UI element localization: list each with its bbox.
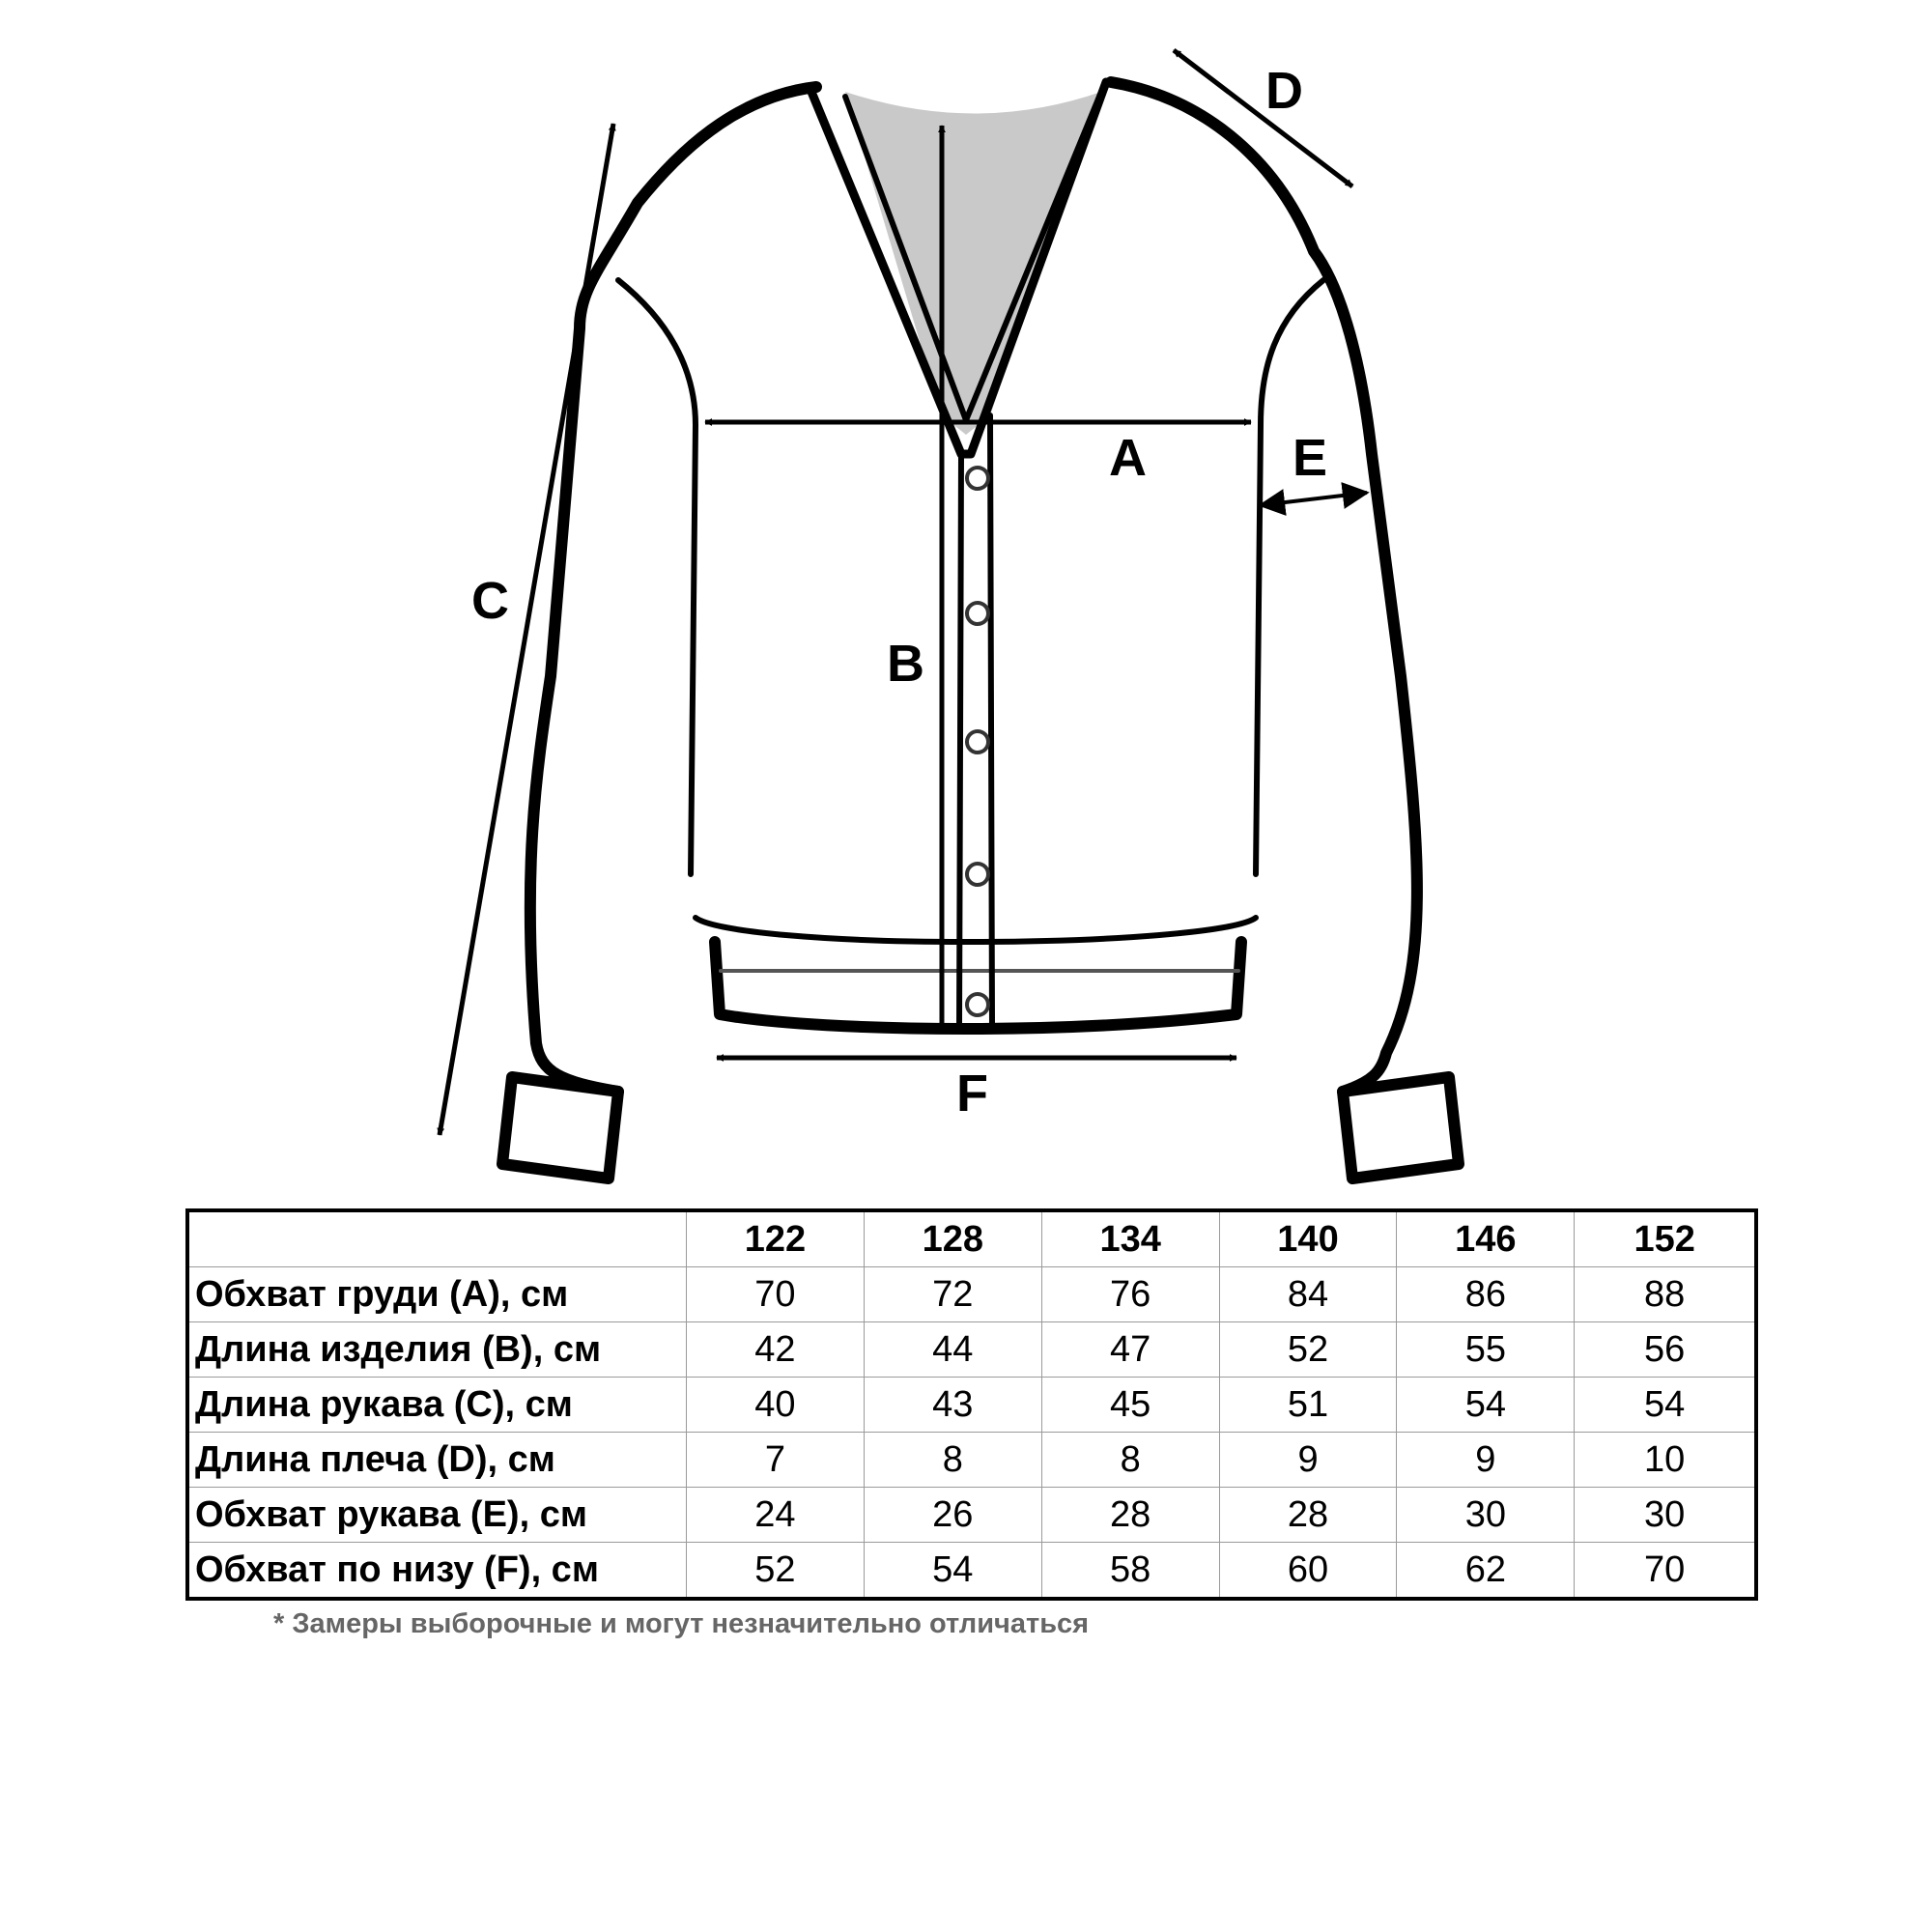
- table-cell: 54: [1397, 1378, 1575, 1433]
- table-cell: 47: [1041, 1322, 1219, 1378]
- table-corner-cell: [187, 1210, 687, 1267]
- label-d: D: [1265, 62, 1303, 120]
- label-b: B: [887, 635, 924, 693]
- table-cell: 70: [1575, 1543, 1756, 1600]
- table-row: [187, 1378, 1756, 1433]
- size-header: 152: [1575, 1210, 1756, 1267]
- right-cuff: [1343, 1077, 1459, 1179]
- footnote: * Замеры выборочные и могут незначительно отличаться: [273, 1608, 1090, 1639]
- table-cell: 86: [1397, 1267, 1575, 1322]
- label-a: A: [1109, 429, 1147, 487]
- size-header: 140: [1219, 1210, 1397, 1267]
- row-label: Длина изделия (B), см: [187, 1322, 687, 1378]
- row-label: Обхват по низу (F), см: [187, 1543, 687, 1600]
- table-cell: 88: [1575, 1267, 1756, 1322]
- table-cell: 70: [687, 1267, 865, 1322]
- button-2: [967, 603, 988, 624]
- table-cell: 51: [1219, 1378, 1397, 1433]
- table-cell: 58: [1041, 1543, 1219, 1600]
- table-cell: 54: [864, 1543, 1041, 1600]
- button-3: [967, 731, 988, 753]
- row-label: Длина плеча (D), см: [187, 1433, 687, 1488]
- button-5: [967, 994, 988, 1015]
- table-cell: 55: [1397, 1322, 1575, 1378]
- label-f: F: [956, 1065, 988, 1122]
- table-cell: 40: [687, 1378, 865, 1433]
- table-cell: 60: [1219, 1543, 1397, 1600]
- size-header: 134: [1041, 1210, 1219, 1267]
- table-cell: 72: [864, 1267, 1041, 1322]
- table-cell: 56: [1575, 1322, 1756, 1378]
- table-cell: 45: [1041, 1378, 1219, 1433]
- table-cell: 42: [687, 1322, 865, 1378]
- right-sleeve: [1111, 82, 1417, 1092]
- table-cell: 28: [1041, 1488, 1219, 1543]
- table-row: [187, 1543, 1756, 1600]
- row-label: Обхват рукава (E), см: [187, 1488, 687, 1543]
- table-cell: 30: [1575, 1488, 1756, 1543]
- left-sleeve: [530, 87, 816, 1092]
- table-cell: 8: [864, 1433, 1041, 1488]
- table-cell: 9: [1219, 1433, 1397, 1488]
- table-cell: 84: [1219, 1267, 1397, 1322]
- table-cell: 43: [864, 1378, 1041, 1433]
- size-header: 122: [687, 1210, 865, 1267]
- table-cell: 10: [1575, 1433, 1756, 1488]
- size-table: [185, 1208, 1758, 1601]
- button-4: [967, 864, 988, 885]
- table-row: [187, 1322, 1756, 1378]
- size-header: 146: [1397, 1210, 1575, 1267]
- arrow-e: [1261, 493, 1367, 505]
- table-cell: 54: [1575, 1378, 1756, 1433]
- table-row: [187, 1267, 1756, 1322]
- table-cell: 52: [687, 1543, 865, 1600]
- table-cell: 30: [1397, 1488, 1575, 1543]
- table-row: [187, 1488, 1756, 1543]
- label-e: E: [1293, 429, 1328, 487]
- size-header: 128: [864, 1210, 1041, 1267]
- row-label: Обхват груди (A), см: [187, 1267, 687, 1322]
- table-header-row: [187, 1210, 1756, 1267]
- table-cell: 9: [1397, 1433, 1575, 1488]
- table-row: [187, 1433, 1756, 1488]
- table-cell: 76: [1041, 1267, 1219, 1322]
- row-label: Длина рукава (C), см: [187, 1378, 687, 1433]
- label-c: C: [471, 572, 509, 630]
- table-cell: 52: [1219, 1322, 1397, 1378]
- table-cell: 8: [1041, 1433, 1219, 1488]
- table-cell: 44: [864, 1322, 1041, 1378]
- table-cell: 24: [687, 1488, 865, 1543]
- table-cell: 28: [1219, 1488, 1397, 1543]
- table-cell: 62: [1397, 1543, 1575, 1600]
- left-cuff: [502, 1077, 618, 1179]
- button-1: [967, 468, 988, 489]
- table-cell: 7: [687, 1433, 865, 1488]
- table-cell: 26: [864, 1488, 1041, 1543]
- buttons: [967, 468, 988, 1015]
